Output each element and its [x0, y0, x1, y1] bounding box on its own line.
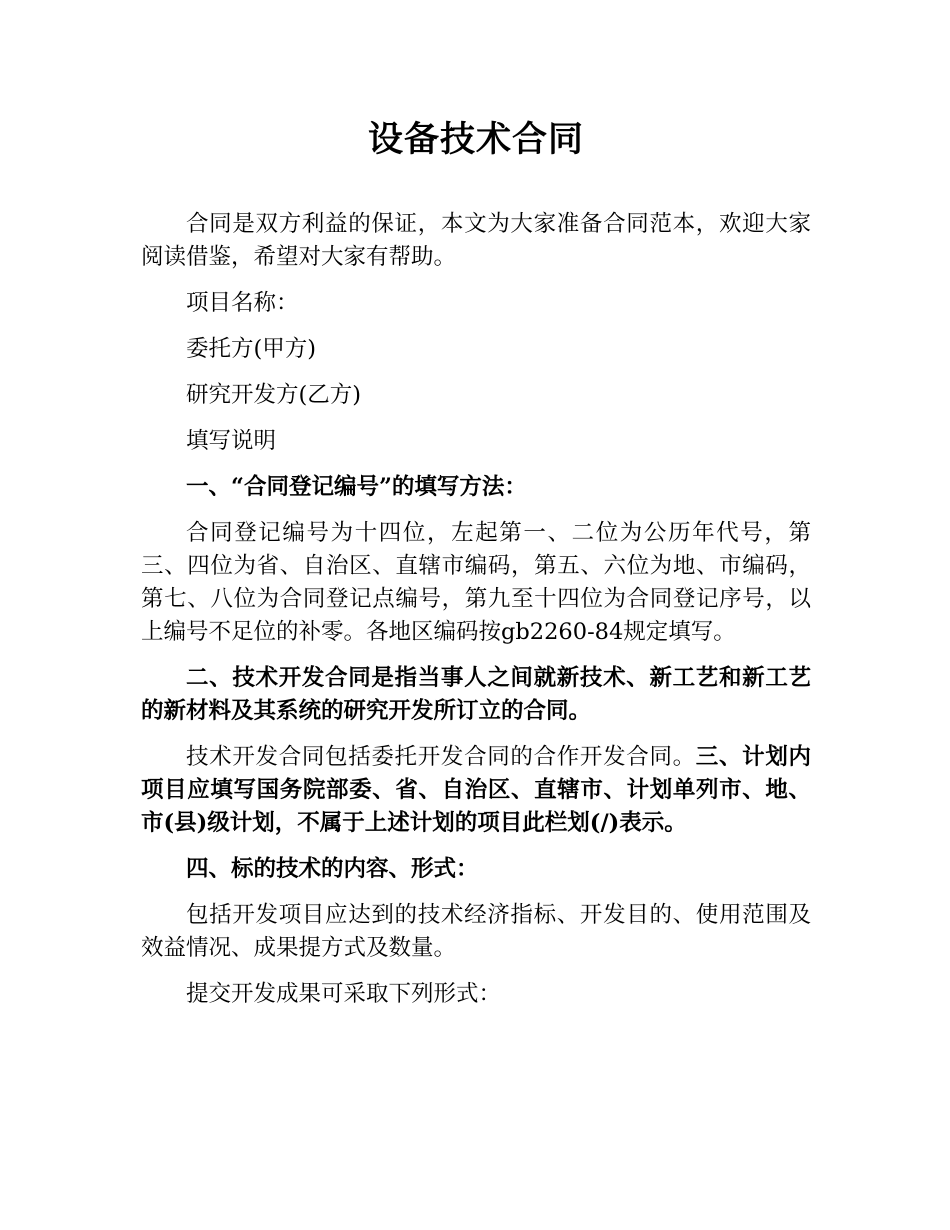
section-2-3-paragraph: [141, 741, 811, 840]
section-4-heading: 四、标的技术的内容、形式：: [186, 856, 479, 882]
section-3-heading: 三、计划内项目应填写国务院部委、省、自治区、直辖市、计划单列市、地、市(县)级计划，不属于上述计划的项目此栏划(/)表示。: [141, 744, 811, 836]
document-page: [141, 110, 811, 1024]
instructions-heading: 填写说明: [186, 428, 277, 454]
section-2-body: 技术开发合同包括委托开发合同的合作开发合同。: [186, 744, 696, 770]
client-party-label: 委托方(甲方): [186, 336, 317, 362]
project-name-label: 项目名称：: [186, 290, 299, 316]
deliverable-forms-label: 提交开发成果可采取下列形式：: [186, 981, 502, 1007]
section-2-heading: 二、技术开发合同是指当事人之间就新技术、新工艺和新工艺的新材料及其系统的研究开发所订立的合同。: [141, 665, 811, 724]
intro-paragraph: 合同是双方利益的保证，本文为大家准备合同范本，欢迎大家阅读借鉴，希望对大家有帮助。: [141, 211, 811, 270]
document-title: 设备技术合同: [367, 120, 584, 160]
section-1-heading: 一、“合同登记编号”的填写方法：: [186, 474, 527, 500]
section-1-body: 合同登记编号为十四位，左起第一、二位为公历年代号，第三、四位为省、自治区、直辖市编码，第五、六位为地、市编码，第七、八位为合同登记点编号，第九至十四位为合同登记序号，以上编号不足位的补零。各地区编码按gb2260-84规定填写。: [141, 520, 811, 645]
section-4-body: 包括开发项目应达到的技术经济指标、开发目的、使用范围及效益情况、成果提方式及数量。: [141, 902, 811, 961]
developer-party-label: 研究开发方(乙方): [186, 382, 362, 408]
